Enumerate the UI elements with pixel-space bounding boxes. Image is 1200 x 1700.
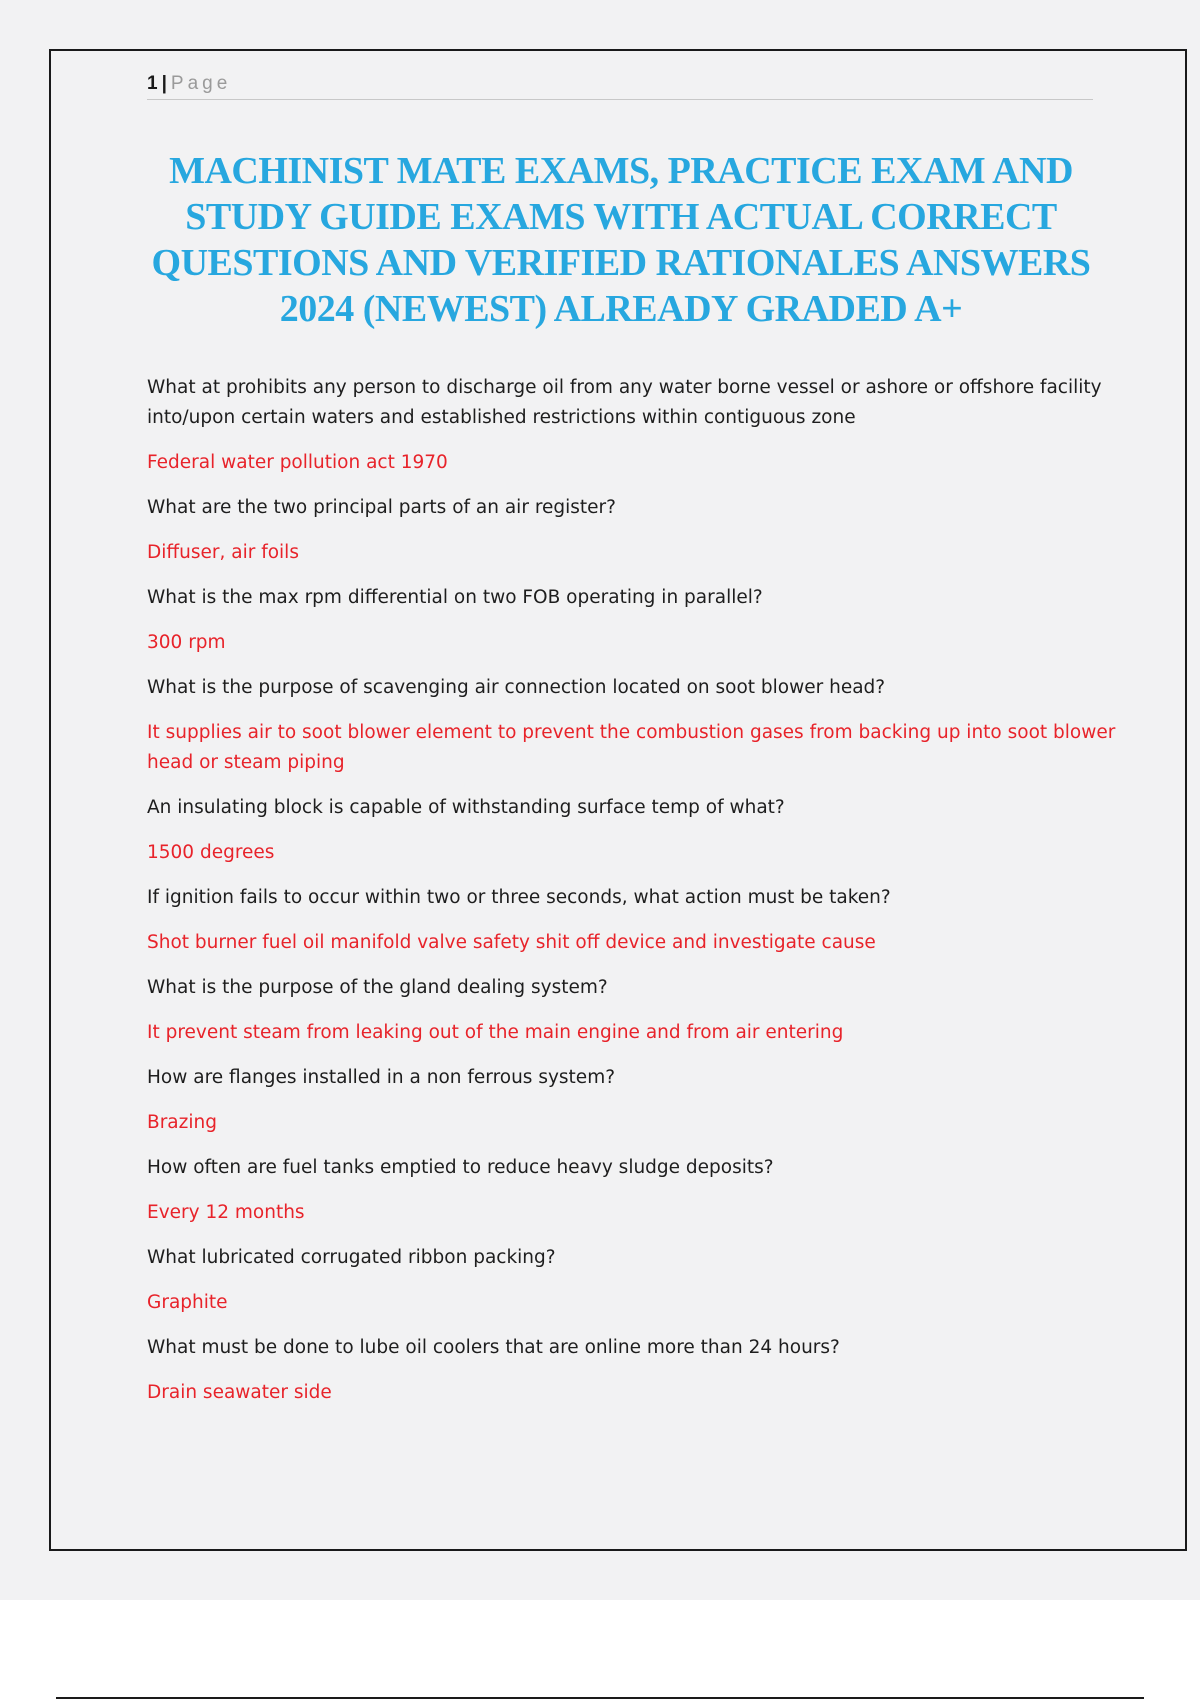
question-10: What lubricated corrugated ribbon packing?: [147, 1247, 556, 1268]
question-7: What is the purpose of the gland dealing system?: [147, 977, 608, 998]
answer-8: Brazing: [147, 1112, 217, 1133]
page-label: Page: [170, 73, 232, 94]
document-title: MACHINIST MATE EXAMS, PRACTICE EXAM AND STUDY GUIDE EXAMS WITH ACTUAL CORRECT QUESTIONS AND VERIFIED RATIONALES ANSWERS 2024 (NEWEST) ALREADY GRADED A+: [151, 150, 1091, 330]
answer-2: Diffuser, air foils: [147, 542, 299, 563]
question-9: How often are fuel tanks emptied to reduce heavy sludge deposits?: [147, 1157, 774, 1178]
question-1: What at prohibits any person to discharge oil from any water borne vessel or ashore or offshore facility into/upon certain waters and established restrictions within contiguous zone: [147, 377, 1102, 428]
header-separator: |: [161, 73, 167, 94]
next-page-top-rule: [56, 1697, 1144, 1699]
answer-5: 1500 degrees: [147, 842, 275, 863]
answer-1: Federal water pollution act 1970: [147, 452, 448, 473]
question-5: An insulating block is capable of withstanding surface temp of what?: [147, 797, 785, 818]
answer-10: Graphite: [147, 1292, 228, 1313]
question-2: What are the two principal parts of an air register?: [147, 497, 616, 518]
answer-3: 300 rpm: [147, 632, 226, 653]
answer-11: Drain seawater side: [147, 1382, 332, 1403]
page-number: 1: [147, 73, 158, 94]
page-header: [147, 73, 1093, 100]
question-6: If ignition fails to occur within two or three seconds, what action must be taken?: [147, 887, 891, 908]
question-8: How are flanges installed in a non ferrous system?: [147, 1067, 616, 1088]
question-11: What must be done to lube oil coolers that are online more than 24 hours?: [147, 1337, 840, 1358]
question-3: What is the max rpm differential on two FOB operating in parallel?: [147, 587, 763, 608]
answer-6: Shot burner fuel oil manifold valve safety shit off device and investigate cause: [147, 932, 876, 953]
answer-7: It prevent steam from leaking out of the main engine and from air entering: [147, 1022, 844, 1043]
question-4: What is the purpose of scavenging air connection located on soot blower head?: [147, 677, 886, 698]
qa-list: [147, 373, 1137, 1423]
page-border: [49, 49, 1187, 1551]
answer-9: Every 12 months: [147, 1202, 305, 1223]
answer-4: It supplies air to soot blower element to prevent the combustion gases from backing up into soot blower head or steam piping: [147, 722, 1116, 773]
